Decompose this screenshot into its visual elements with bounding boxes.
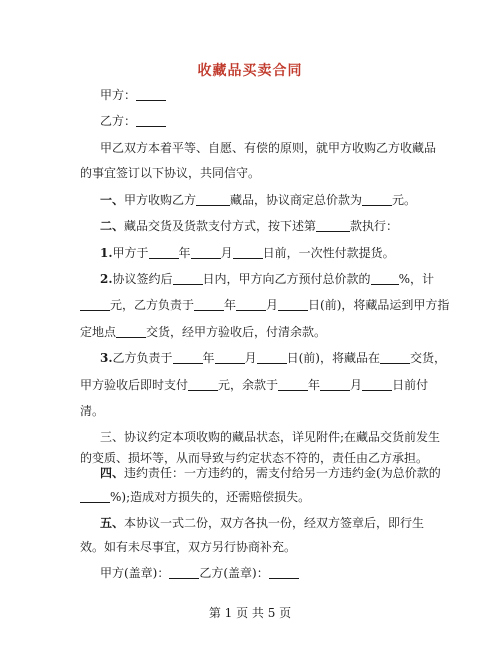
- item-2-text-l3a: 定地点: [80, 325, 117, 339]
- blank: [269, 566, 299, 579]
- item-3-line-2: [80, 378, 428, 392]
- item-3-text-l2a: 甲方验收后即时支付: [80, 378, 189, 392]
- blank: [380, 351, 410, 364]
- item-2-text-l2d: 日(前)，将藏品运到甲方指: [308, 298, 450, 312]
- item-2-line-1: [100, 272, 434, 286]
- item-2-text-l3b: 交货，经甲方验收后，付清余款。: [146, 325, 327, 339]
- blank: [320, 378, 350, 391]
- item-2-text-b: 日内，甲方向乙方预付总价款的: [202, 272, 371, 286]
- blank: [188, 378, 218, 391]
- clause-3-line-2: 的变质、损坏等，从而导致与约定状态不符的，责任由乙方承担。: [80, 451, 429, 465]
- blank: [196, 193, 230, 206]
- blank: [149, 246, 179, 259]
- blank: [371, 272, 399, 285]
- item-3-text-l2c: 年: [308, 378, 321, 392]
- party-b-line: [100, 114, 166, 128]
- item-2-text-a: 协议签约后: [112, 272, 173, 286]
- clause-4-number: 四、: [100, 466, 125, 480]
- blank: [316, 219, 350, 232]
- blank: [278, 298, 308, 311]
- clause-1: [100, 193, 416, 207]
- item-2-text-l2a: 元，乙方负责于: [110, 298, 195, 312]
- party-a-seal-label: 甲方(盖章)：: [100, 566, 170, 580]
- party-b-label: 乙方：: [100, 114, 137, 128]
- party-a-blank: [136, 88, 166, 101]
- party-b-blank: [136, 114, 166, 127]
- party-b-seal-label: 乙方(盖章)：: [199, 566, 269, 580]
- item-1: [100, 246, 395, 260]
- item-1-text-d: 日前，一次性付款提货。: [262, 246, 395, 260]
- party-a-label: 甲方：: [100, 88, 137, 102]
- blank: [215, 351, 245, 364]
- item-3-text-l2e: 日前付: [392, 378, 429, 392]
- clause-5-line-1: [100, 516, 424, 530]
- blank: [191, 246, 221, 259]
- item-3-text-b: 年: [202, 351, 215, 365]
- item-3-text-l2b: 元，余款于: [218, 378, 279, 392]
- blank: [80, 490, 110, 503]
- clause-5-text-b: 效。如有未尽事宜，双方另行协商补充。: [80, 540, 297, 554]
- clause-1-text-a: 甲方收购乙方: [124, 193, 197, 207]
- signature-line: [100, 566, 299, 580]
- item-1-number: 1.: [100, 246, 113, 260]
- party-a-line: [100, 88, 166, 102]
- clause-2-text-b: 款执行：: [350, 219, 399, 233]
- clause-1-text-b: 藏品，协议商定总价款为: [230, 193, 363, 207]
- blank: [257, 351, 287, 364]
- item-2-line-2: [80, 298, 449, 312]
- blank: [194, 298, 224, 311]
- clause-2: [100, 219, 398, 233]
- blank: [173, 272, 203, 285]
- blank: [278, 378, 308, 391]
- blank: [173, 351, 203, 364]
- item-3-text-a: 乙方负责于: [112, 351, 173, 365]
- blank: [362, 378, 392, 391]
- clause-3-line-1: 三、协议约定本项收购的藏品状态，详见附件;在藏品交货前发生: [100, 430, 441, 444]
- blank: [169, 566, 199, 579]
- clause-1-text-c: 元。: [392, 193, 417, 207]
- item-3-text-l2d: 月: [350, 378, 363, 392]
- item-3-text-e: 交货，: [409, 351, 446, 365]
- blank: [362, 193, 392, 206]
- intro-line-2: 的事宜签订以下协议，共同信守。: [80, 166, 261, 180]
- clause-4-text-a: 违约责任：一方违约的，需支付给另一方违约金(为总价款的: [124, 466, 441, 480]
- item-3-line-1: [100, 351, 446, 365]
- item-1-text-b: 年: [178, 246, 191, 260]
- clause-5-text-a: 本协议一式二份，双方各执一份，经双方签章后，即行生: [124, 516, 425, 530]
- clause-2-text-a: 藏品交货及货款支付方式，按下述第: [124, 219, 317, 233]
- blank: [116, 325, 146, 338]
- page-footer: 第 1 页 共 5 页: [208, 606, 292, 620]
- blank: [80, 298, 110, 311]
- document-title: 收藏品买卖合同: [197, 63, 303, 79]
- item-2-line-3: [80, 325, 326, 339]
- item-1-text-a: 甲方于: [112, 246, 149, 260]
- item-2-text-l2b: 年: [224, 298, 237, 312]
- blank: [233, 246, 263, 259]
- clause-2-number: 二、: [100, 219, 125, 233]
- clause-5-number: 五、: [100, 516, 125, 530]
- item-2-text-c: %，计: [398, 272, 434, 286]
- clause-4-line-1: [100, 466, 441, 480]
- intro-line-1: 甲乙双方本着平等、自愿、有偿的原则，就甲方收购乙方收藏品: [100, 141, 437, 155]
- clause-4-line-2: [80, 490, 310, 504]
- item-2-text-l2c: 月: [266, 298, 279, 312]
- blank: [236, 298, 266, 311]
- clause-4-text-b: %);造成对方损失的，还需赔偿损失。: [110, 490, 311, 504]
- item-3-line-3: 清。: [80, 404, 105, 418]
- item-3-number: 3.: [100, 351, 113, 365]
- item-3-text-c: 月: [244, 351, 257, 365]
- item-3-text-d: 日(前)，将藏品在: [286, 351, 380, 365]
- clause-1-number: 一、: [100, 193, 125, 207]
- item-2-number: 2.: [100, 272, 113, 286]
- item-1-text-c: 月: [220, 246, 233, 260]
- clause-5-line-2: [80, 540, 296, 554]
